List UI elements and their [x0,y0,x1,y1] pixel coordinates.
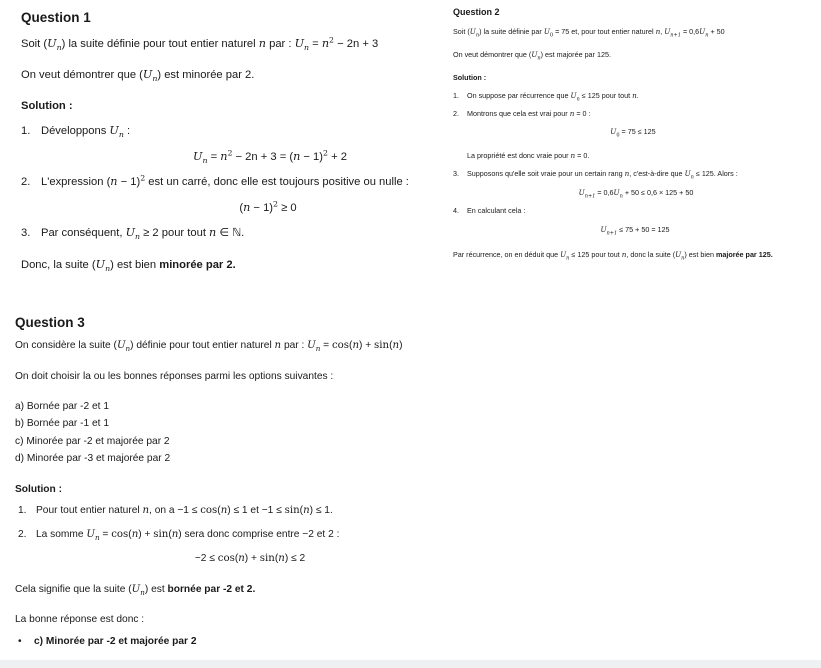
q3-step1: 1. Pour tout entier naturel n, on a −1 ≤ cos(n) ≤ 1 et −1 ≤ sin(n) ≤ 1. [18,505,333,516]
q2-conclusion: Par récurrence, on en déduit que $U_n \le 125$ pour tout n, donc la suite $(U_n)$ est bien majorée par 125. [453,250,773,262]
q3-equation-1: −2 ≤ cos(n) + sin(n) ≤ 2 [194,553,306,564]
q2-goal: On veut démontrer que $(U_n)$ est majorée par 125. [453,50,611,62]
q1-equation-2: $(n - 1)^2 \ge 0$ [239,199,297,214]
q3-option-c: c) Minorée par -2 et majorée par 2 [15,436,170,447]
q1-goal: On veut démontrer que $(U_n)$ est minorée par 2. [21,68,255,84]
q2-step1: 1. On suppose par récurrence que $U_n \le 125$ pour tout n. [453,91,639,103]
q3-intro: On considère la suite $(U_n)$ définie pour tout entier naturel n par : $U_n = \cos(n) + \sin(n)$ [15,340,403,354]
q1-conclusion: Donc, la suite $(U_n)$ est bien minorée par 2. [21,258,236,274]
q3-option-d: d) Minorée par -3 et majorée par 2 [15,453,171,464]
q3-meaning: Cela signifie que la suite $(U_n)$ est bornée par -2 et 2. [15,584,256,598]
q2-intro: Soit $(U_n)$ la suite définie par $U_0 = 75$ et, pour tout entier naturel n, $U_{n+1} = 0,6U_n + 50$ [453,27,725,39]
q1-step1: 1. Développons $U_n$ : [21,124,131,140]
q2-solution-label: Solution : [453,73,487,82]
q2-title: Question 2 [453,7,500,17]
q1-title: Question 1 [21,10,91,25]
q3-solution-label: Solution : [15,484,62,495]
q2-property: La propriété est donc vraie pour n = 0. [467,151,590,160]
q1-step3: 3. Par conséquent, $U_n \ge 2$ pour tout n ∈ ℕ. [21,226,245,242]
q3-option-b: b) Bornée par -1 et 1 [15,418,110,429]
q3-answer: • c) Minorée par -2 et majorée par 2 [18,636,197,647]
q2-step2: 2. Montrons que cela est vrai pour n = 0 : [453,109,591,118]
q1-step2: 2. L'expression $(n - 1)^2$ est un carré, donc elle est toujours positive ou nulle : [21,173,409,188]
q3-title: Question 3 [15,315,85,330]
q2-step3: 3. Supposons qu'elle soit vraie pour un certain rang n, c'est-à-dire que $U_n \le 125$. Alors : [453,169,738,181]
q2-equation-2: $U_{n+1} = 0,6U_n + 50 \le 0,6 \times 125 + 50$ [578,188,694,200]
q2-equation-3: $U_{n+1} \le 75 + 50 = 125$ [600,225,670,237]
q2-step4: 4. En calculant cela : [453,206,526,215]
q3-answer-intro: La bonne réponse est donc : [15,614,145,625]
q1-equation-1: $U_n = n^2 - 2n + 3 = (n - 1)^2 + 2$ [193,148,347,166]
q1-intro: Soit $(U_n)$ la suite définie pour tout entier naturel n par : $U_n = n^2 - 2n + 3$ [21,35,379,53]
q3-step2: 2. La somme $U_n = \cos(n) + \sin(n)$ sera donc comprise entre −2 et 2 : [18,529,340,543]
q1-solution-label: Solution : [21,100,73,112]
q3-option-a: a) Bornée par -2 et 1 [15,401,110,412]
q3-instruction: On doit choisir la ou les bonnes réponses parmi les options suivantes : [15,371,334,382]
bottom-strip [0,660,821,668]
q2-equation-1: $U_0 = 75 \le 125$ [610,127,656,139]
